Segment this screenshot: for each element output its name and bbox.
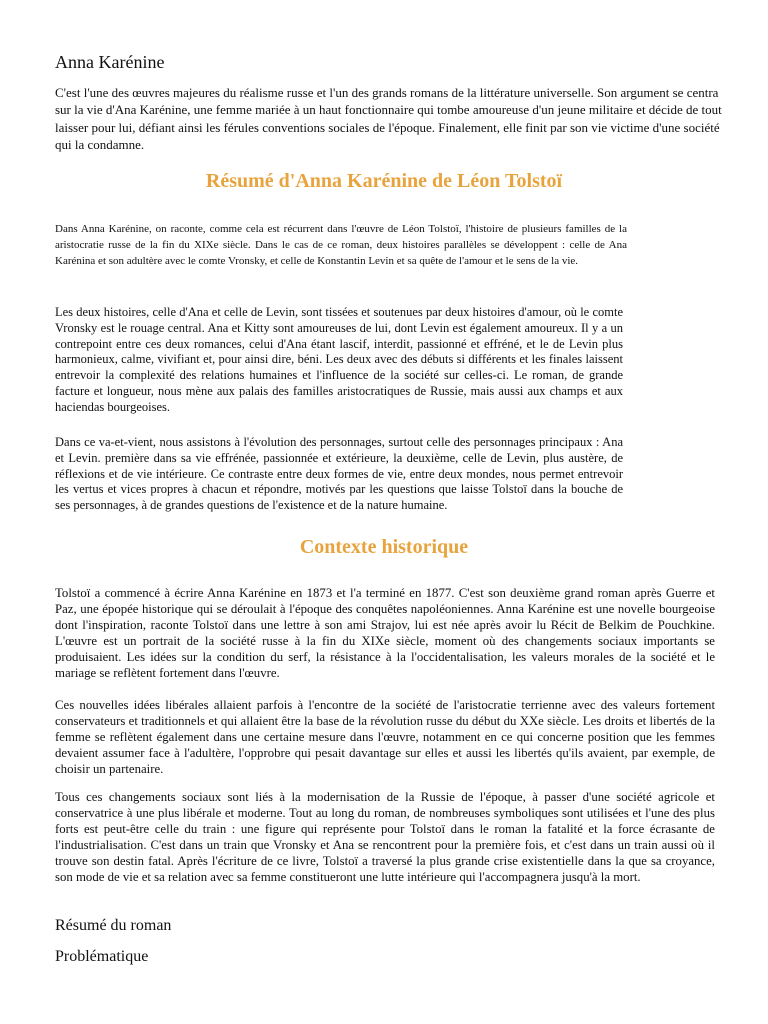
link-problematique[interactable]: Problématique [55,948,149,965]
summary-paragraph-3: Dans ce va-et-vient, nous assistons à l'évolution des personnages, surtout celle des personnages principaux : Ana et Levin. première dans sa vie effrénée, passionnée et extérieure, la deuxième, celle de Levin, plus austère, de réflexions et de vie intérieure. Ce contraste entre deux formes de vie, entre deux mondes, nous permet entrevoir les vertus et vices propres à chacun et répondre, motivés par les questions que laisse Tolstoï dans la bouche de ses personnages, à de grandes questions de l'existence et de la nature humaine. [55,435,623,513]
summary-heading: Résumé d'Anna Karénine de Léon Tolstoï [205,170,563,192]
context-paragraph-1: Tolstoï a commencé à écrire Anna Karénine en 1873 et l'a terminé en 1877. C'est son deuxième grand roman après Guerre et Paz, une épopée historique qui se déroulait à l'époque des conquêtes napoléoniennes. Anna Karénine est une novelle bourgeoise dont l'inspiration, raconte Tolstoï dans une lettre à son ami Strajov, lui est née après avoir lu Récit de Belkim de Pouchkine. L'œuvre est un portrait de la société russe à la fin du XIXe siècle, moment où des changements sociaux importants se produisaient. Les idées sur la condition du serf, la résistance à la l'occidentalisation, les valeurs morales de la société et le mariage se reflètent fortement dans l'œuvre. [55,586,715,680]
summary-paragraph-2: Les deux histoires, celle d'Ana et celle de Levin, sont tissées et soutenues par deux histoires d'amour, où le comte Vronsky est le rouage central. Ana et Kitty sont amoureuses de lui, dont Levin est également amoureux. Il y a un contrepoint entre ces deux romances, celui d'Ana étant lascif, interdit, passionné et effréné, et le de Levin plus harmonieux, calme, vivifiant et, pour ainsi dire, béni. Les deux avec des débuts si différents et les finales laissent entrevoir la complexité des relations humaines et l'influence de la société sur celles-ci. Le roman, de grande facture et longueur, nous mène aux palais des familles aristocratiques de Russie, mais aussi aux champs et aux haciendas bourgeoises. [55,305,623,414]
context-heading: Contexte historique [299,536,469,558]
context-paragraph-2: Ces nouvelles idées libérales allaient parfois à l'encontre de la société de l'aristocratie terrienne avec des valeurs fortement conservateurs et traditionnels et qui allaient être la base de la révolution russe du début du XXe siècle. Les droits et libertés de la femme se reflètent également dans une certaine mesure dans l'œuvre, notamment en ce qui concerne position que les femmes devaient assumer face à l'adultère, l'opprobre qui pesait davantage sur elles et aussi les libertés qu'ils avaient, par exemple, de choisir un partenaire. [55,698,715,776]
context-paragraph-3: Tous ces changements sociaux sont liés à la modernisation de la Russie de l'époque, à passer d'une société agricole et conservatrice à une plus libérale et moderne. Tout au long du roman, de nombreuses symboliques sont utilisées et l'une des plus forts est peut-être celle du train : une figure qui représente pour Tolstoï dans le roman la fatalité et la force écrasante de l'industrialisation. C'est dans un train que Vronsky et Ana se rencontrent pour la première fois, et c'est dans un train aussi où il trouve son destin fatal. Après l'écriture de ce livre, Tolstoï a traversé la plus grande crise existentielle dans la que sa croyance, son mode de vie et sa relation avec sa femme constitueront une lutte intérieure qui l'accompagnera jusqu'à la mort. [55,790,715,884]
intro-paragraph: C'est l'une des œuvres majeures du réalisme russe et l'un des grands romans de la littérature universelle. Son argument se centra sur la vie d'Ana Karénine, une femme mariée à un haut fonctionnaire qui tombe amoureuse d'un jeune militaire et décide de tout laisser pour lui, défiant ainsi les férules conventions sociales de l'époque. Finalement, elle finit par son vie victime d'une société qui la condamne. [55,85,722,152]
document-title: Anna Karénine [55,52,165,72]
link-resume-du-roman[interactable]: Résumé du roman [55,917,172,934]
summary-paragraph-1: Dans Anna Karénine, on raconte, comme cela est récurrent dans l'œuvre de Léon Tolstoï, l'histoire de plusieurs familles de la aristocratie russe de la fin du XIXe siècle. Dans le cas de ce roman, deux histoires parallèles se développent : celle de Ana Karénina et son adultère avec le comte Vronsky, et celle de Konstantin Levin et sa quête de l'amour et le sens de la vie. [55,223,627,267]
